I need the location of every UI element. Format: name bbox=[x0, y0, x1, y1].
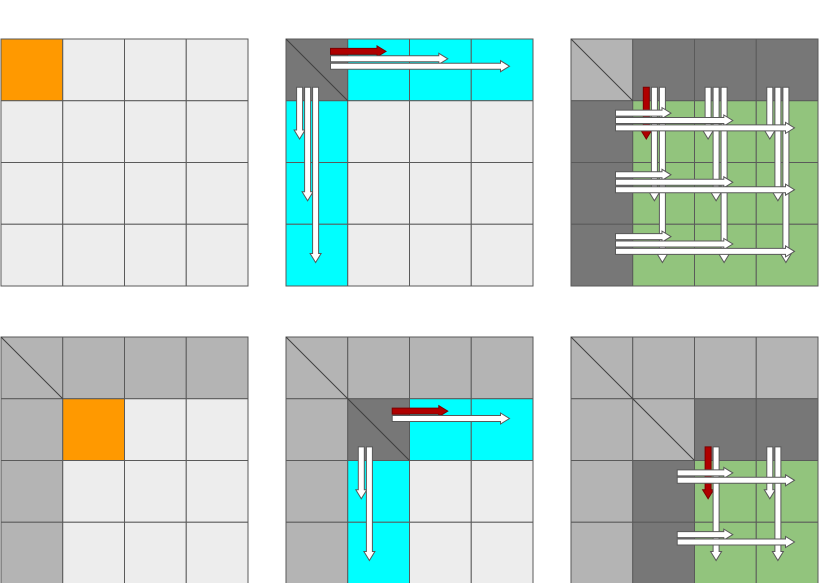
tile-light bbox=[186, 461, 248, 523]
tile-light bbox=[1, 163, 63, 225]
tile-mid bbox=[125, 337, 187, 399]
tile-light bbox=[471, 101, 533, 163]
tile-light bbox=[410, 101, 472, 163]
panel-step-2-factor-pivot bbox=[1, 337, 248, 583]
panel-step-2-trailing-update bbox=[571, 337, 818, 583]
tile-light bbox=[63, 461, 125, 523]
tile-mid bbox=[286, 399, 348, 461]
tile-light bbox=[125, 522, 187, 583]
tile-light bbox=[1, 224, 63, 286]
tile-dark bbox=[695, 399, 757, 461]
tile-mid bbox=[410, 337, 472, 399]
panel-step-2-panel-solve bbox=[286, 337, 533, 583]
tile-light bbox=[471, 224, 533, 286]
tile-light bbox=[186, 163, 248, 225]
tile-green bbox=[756, 522, 818, 583]
tile-light bbox=[63, 39, 125, 101]
tile-orange bbox=[63, 399, 125, 461]
tile-orange bbox=[1, 39, 63, 101]
tile-light bbox=[410, 461, 472, 523]
tile-light bbox=[471, 522, 533, 583]
tile-light bbox=[348, 101, 410, 163]
tile-mid bbox=[186, 337, 248, 399]
tile-light bbox=[125, 461, 187, 523]
tile-mid bbox=[633, 337, 695, 399]
tile-light bbox=[410, 522, 472, 583]
tile-light bbox=[63, 163, 125, 225]
tile-mid bbox=[1, 461, 63, 523]
tile-dark bbox=[756, 399, 818, 461]
panel-step-1-factor-pivot bbox=[1, 39, 248, 286]
tile-light bbox=[1, 101, 63, 163]
tile-light bbox=[125, 163, 187, 225]
tile-light bbox=[63, 224, 125, 286]
tile-light bbox=[186, 224, 248, 286]
panel-step-1-panel-solve bbox=[286, 39, 533, 286]
tile-cyan bbox=[471, 399, 533, 461]
tile-light bbox=[63, 101, 125, 163]
tile-light bbox=[410, 224, 472, 286]
tile-mid bbox=[286, 522, 348, 583]
tile-light bbox=[471, 461, 533, 523]
tile-light bbox=[471, 163, 533, 225]
tile-light bbox=[348, 163, 410, 225]
tile-mid bbox=[695, 337, 757, 399]
tile-light bbox=[125, 39, 187, 101]
tile-light bbox=[186, 522, 248, 583]
tile-mid bbox=[571, 399, 633, 461]
tile-cyan bbox=[348, 522, 410, 583]
tile-light bbox=[410, 163, 472, 225]
panel-step-1-trailing-update bbox=[571, 39, 818, 286]
tile-light bbox=[63, 522, 125, 583]
tile-cyan bbox=[410, 39, 472, 101]
tile-mid bbox=[571, 461, 633, 523]
tile-mid bbox=[1, 522, 63, 583]
tile-mid bbox=[286, 461, 348, 523]
tile-light bbox=[125, 399, 187, 461]
tile-light bbox=[348, 224, 410, 286]
tile-mid bbox=[348, 337, 410, 399]
tile-light bbox=[125, 101, 187, 163]
tile-mid bbox=[1, 399, 63, 461]
tile-light bbox=[186, 399, 248, 461]
tile-mid bbox=[756, 337, 818, 399]
tile-light bbox=[186, 39, 248, 101]
tile-mid bbox=[63, 337, 125, 399]
tile-light bbox=[125, 224, 187, 286]
tile-mid bbox=[571, 522, 633, 583]
tile-mid bbox=[471, 337, 533, 399]
tile-light bbox=[186, 101, 248, 163]
